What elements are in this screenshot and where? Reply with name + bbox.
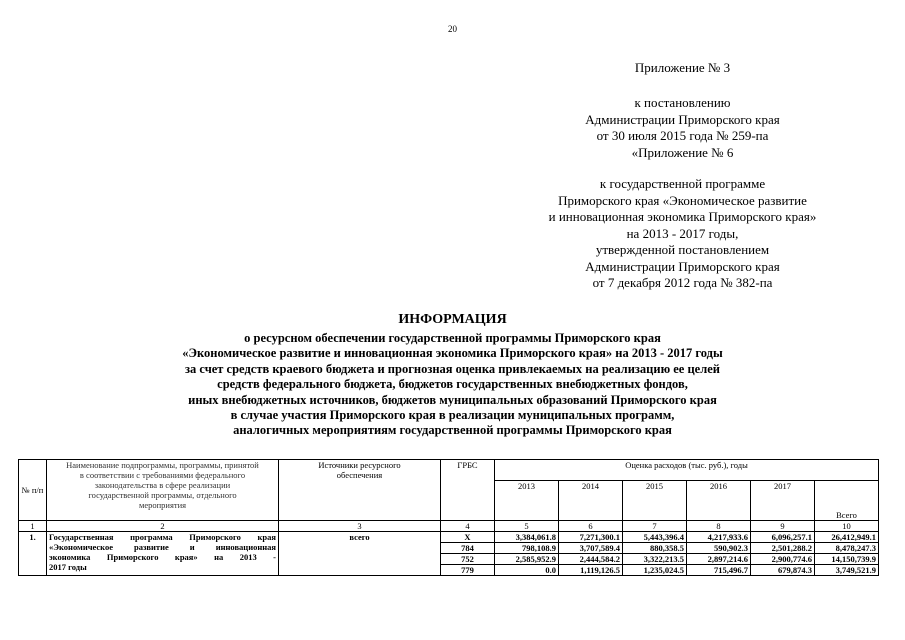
header-total: Всего [815,481,879,521]
program-line: к государственной программе [599,176,766,191]
header-sources-line: Источники ресурсного [318,460,401,470]
column-number: 4 [441,521,495,532]
header-grbs: ГРБС [441,460,495,521]
subtitle-line: аналогичных мероприятиям государственной программы Приморского края [233,423,672,438]
value-cell: 3,384,061.8 [495,532,559,543]
value-cell: 6,096,257.1 [751,532,815,543]
header-name-line: законодательства в сфере реализации [94,480,231,490]
program-line: Администрации Приморского края [585,258,780,274]
value-cell: 798,108.9 [495,543,559,554]
subtitle-line: в случае участия Приморского края в реализации муниципальных программ, [230,408,675,423]
subtitle-line: «Экономическое развитие и инновационная экономика Приморского края» на 2013 - 2017 годы [182,346,723,361]
value-cell: 2,900,774.6 [751,554,815,565]
value-cell: 679,874.3 [751,565,815,576]
appendix-title [480,60,885,77]
table-header-row [19,460,879,481]
column-number-row [19,521,879,532]
program-line: Приморского края «Экономическое развитие [558,192,807,208]
header-year: 2017 [751,481,815,521]
value-cell: 880,358.5 [623,543,687,554]
grbs-cell: 784 [441,543,495,554]
header-name-line: мероприятия [138,500,187,510]
value-cell: 3,749,521.9 [815,565,879,576]
value-cell: 1,235,024.5 [623,565,687,576]
value-cell: 2,585,952.9 [495,554,559,565]
subtitle-line: за счет средств краевого бюджета и прогнозная оценка привлекаемых на реализацию ее целей [185,361,720,376]
appendix-decree-block [480,95,885,161]
value-cell: 2,444,584.2 [559,554,623,565]
program-line: утвержденной постановлением [595,242,770,257]
row-num: 1. [19,532,47,576]
header-estimate: Оценка расходов (тыс. руб.), годы [495,460,879,481]
grbs-cell: 752 [441,554,495,565]
grbs-cell: Х [441,532,495,543]
value-cell: 3,707,589.4 [559,543,623,554]
subtitle-line: иных внебюджетных источников, бюджетов муниципальных образований Приморского края [188,392,717,407]
header-name-line: Наименование подпрограммы, программы, принятой [66,460,259,470]
program-line: от 7 декабря 2012 года № 382-па [592,275,773,290]
value-cell: 3,322,213.5 [623,554,687,565]
header-sources [279,460,441,521]
resource-table [18,459,879,576]
program-line: и инновационная экономика Приморского края» [548,209,817,224]
column-number: 9 [751,521,815,532]
value-cell: 26,412,949.1 [815,532,879,543]
subtitle-line: средств федерального бюджета, бюджетов государственных внебюджетных фондов, [217,377,688,392]
row-name-line: экономика Приморского края» на 2013 - [49,552,276,562]
value-cell: 1,119,126.5 [559,565,623,576]
column-number: 5 [495,521,559,532]
header-name [47,460,279,521]
decree-line: «Приложение № 6 [631,144,734,160]
value-cell: 14,150,739.9 [815,554,879,565]
value-cell: 7,271,300.1 [559,532,623,543]
column-number: 10 [815,521,879,532]
column-number: 6 [559,521,623,532]
header-sources-line: обеспечения [336,470,383,480]
value-cell: 2,897,214.6 [687,554,751,565]
appendix-title-text: Приложение № 3 [634,60,731,75]
header-year: 2016 [687,481,751,521]
row-name-line: Государственная программа Приморского края [49,532,276,542]
header-num: № п/п [19,460,47,521]
column-number: 1 [19,521,47,532]
value-cell: 2,501,288.2 [751,543,815,554]
program-line: на 2013 - 2017 годы, [626,225,739,241]
appendix-program-block [480,176,885,292]
grbs-cell: 779 [441,565,495,576]
subtitle-line: о ресурсном обеспечении государственной программы Приморского края [244,331,661,345]
column-number: 8 [687,521,751,532]
decree-line: от 30 июля 2015 года № 259-па [596,128,769,143]
header-name-line: в соответствии с требованиями федерального [79,470,246,480]
table-row [19,532,879,543]
column-number: 7 [623,521,687,532]
value-cell: 4,217,933.6 [687,532,751,543]
header-year: 2013 [495,481,559,521]
value-cell: 715,496.7 [687,565,751,576]
row-name-line: 2017 годы [49,562,87,572]
row-name-line: «Экономическое развитие и инновационная [49,542,276,552]
row-source: всего [279,532,441,576]
decree-line: к постановлению [634,95,731,110]
page-number: 20 [448,24,457,34]
value-cell: 8,478,247.3 [815,543,879,554]
value-cell: 0.0 [495,565,559,576]
column-number: 3 [279,521,441,532]
header-name-line: государственной программы, отдельного [88,490,237,500]
decree-line: Администрации Приморского края [585,111,780,127]
header-year: 2015 [623,481,687,521]
header-year: 2014 [559,481,623,521]
document-title: ИНФОРМАЦИЯ [398,312,507,327]
row-name [47,532,279,576]
value-cell: 590,902.3 [687,543,751,554]
document-subtitle [0,331,905,439]
value-cell: 5,443,396.4 [623,532,687,543]
column-number: 2 [47,521,279,532]
